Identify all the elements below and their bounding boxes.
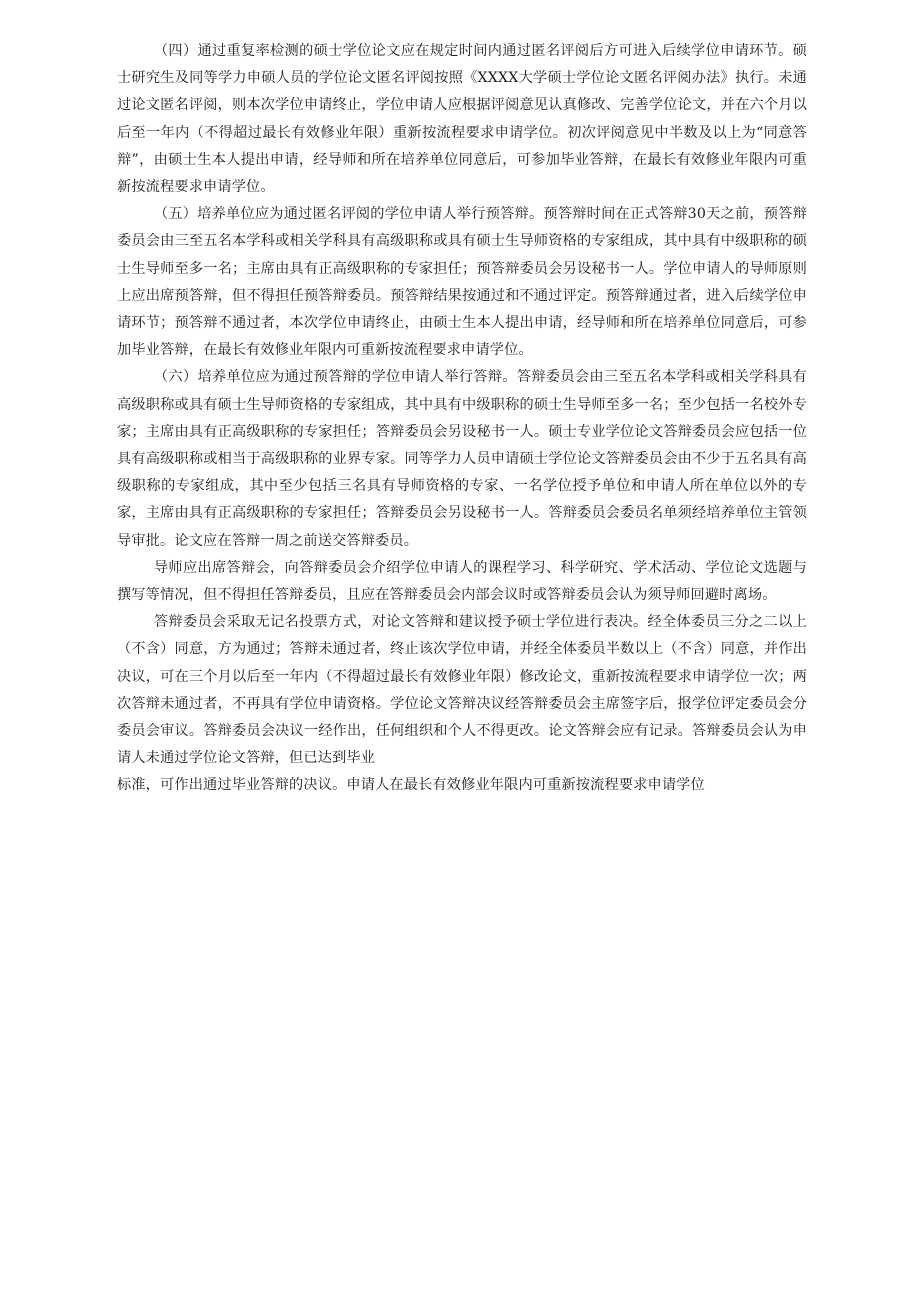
paragraph-section-4: （四）通过重复率检测的硕士学位论文应在规定时间内通过匿名评阅后方可进入后续学位申请环节。硕士研究生及同等学力申硕人员的学位论文匿名评阅按照《XXXX大学硕士学位论文匿名评阅办法》执行。未通过论文匿名评阅，则本次学位申请终止，学位申请人应根据评阅意见认真修改、完善学位论文，并在六个月以后至一年内（不得超过最长有效修业年限）重新按流程要求申请学位。初次评阅意见中半数及以上为“同意答辩”，由硕士生本人提出申请，经导师和所在培养单位同意后，可参加毕业答辩，在最长有效修业年限内可重新按流程要求申请学位。: [117, 43, 807, 196]
paragraph-section-6: （六）培养单位应为通过预答辩的学位申请人举行答辩。答辩委员会由三至五名本学科或相关学科具有高级职称或具有硕士生导师资格的专家组成，其中具有中级职称的硕士生导师至多一名；至少包括一名校外专家；主席由具有正高级职称的专家担任；答辩委员会另设秘书一人。硕士专业学位论文答辩委员会应包括一位具有高级职称或相当于高级职称的业界专家。同等学力人员申请硕士学位论文答辩委员会由不少于五名具有高级职称的专家组成，其中至少包括三名具有导师资格的专家、一名学位授予单位和申请人所在单位以外的专家，主席由具有正高级职称的专家担任；答辩委员会另设秘书一人。答辩委员会委员名单须经培养单位主管领导审批。论文应在答辩一周之前送交答辩委员。: [117, 369, 807, 549]
paragraph-section-5: （五）培养单位应为通过匿名评阅的学位申请人举行预答辩。预答辩时间在正式答辩30天之前，预答辩委员会由三至五名本学科或相关学科具有高级职称或具有硕士生导师资格的专家组成，其中具有中级职称的硕士生导师至多一名；主席由具有正高级职称的专家担任；预答辩委员会另设秘书一人。学位申请人的导师原则上应出席预答辩，但不得担任预答辩委员。预答辩结果按通过和不通过评定。预答辩通过者，进入后续学位申请环节；预答辩不通过者，本次学位申请终止，由硕士生本人提出申请，经导师和所在培养单位同意后，可参加毕业答辩，在最长有效修业年限内可重新按流程要求申请学位。: [117, 206, 807, 359]
document-page: [117, 38, 807, 800]
paragraph-advisor-attendance: 导师应出席答辩会，向答辩委员会介绍学位申请人的课程学习、科学研究、学术活动、学位论文选题与撰写等情况，但不得担任答辩委员，且应在答辩委员会内部会议时或答辩委员会认为须导师回避时离场。: [117, 559, 807, 604]
paragraph-voting-procedure: 答辩委员会采取无记名投票方式，对论文答辩和建议授予硕士学位进行表决。经全体委员三分之二以上（不含）同意，方为通过；答辩未通过者，终止该次学位申请，并经全体委员半数以上（不含）同意，并作出决议，可在三个月以后至一年内（不得超过最长有效修业年限）修改论文，重新按流程要求申请学位一次；两次答辩未通过者，不再具有学位申请资格。学位论文答辩决议经答辩委员会主席签字后，报学位评定委员会分委员会审议。答辩委员会决议一经作出，任何组织和个人不得更改。论文答辩会应有记录。答辩委员会认为申请人未通过学位论文答辩，但已达到毕业: [117, 614, 807, 767]
paragraph-continuation: 标准，可作出通过毕业答辩的决议。申请人在最长有效修业年限内可重新按流程要求申请学位: [117, 777, 705, 794]
